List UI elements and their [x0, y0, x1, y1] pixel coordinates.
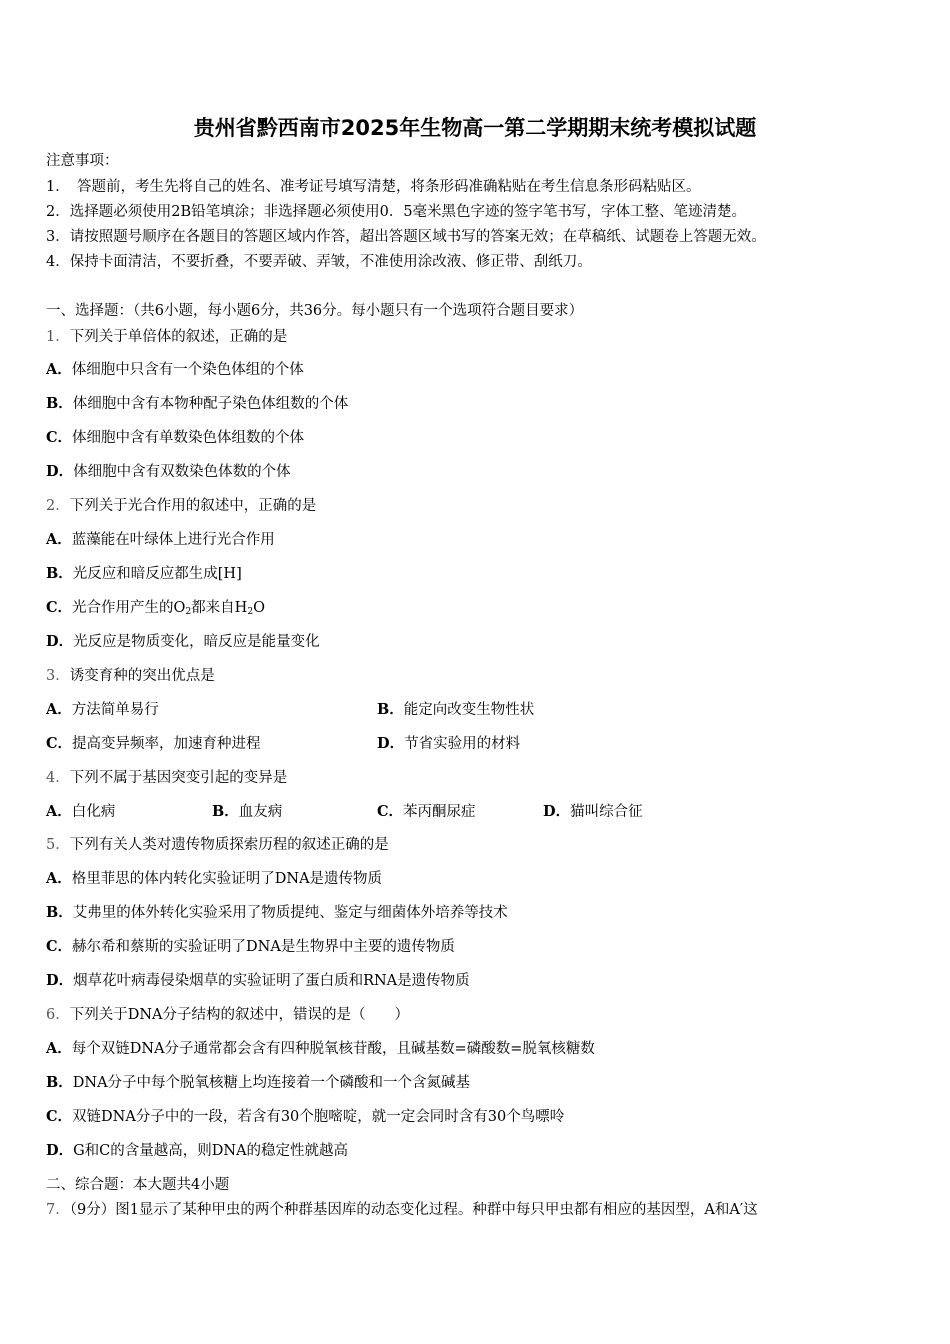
note-item: 3．请按照题号顺序在各题目的答题区域内作答，超出答题区域书写的答案无效；在草稿纸、试题卷上答题无效。	[46, 229, 766, 245]
question-text: 下列关于光合作用的叙述中，正确的是	[69, 498, 317, 514]
option-label: D．	[377, 735, 405, 752]
formula-h: H	[234, 600, 248, 616]
option-text: 光合作用产生的	[72, 600, 174, 616]
option	[46, 938, 455, 956]
option-text: 蓝藻能在叶绿体上进行光合作用	[71, 532, 275, 548]
question-text: 诱变育种的突出优点是	[69, 668, 215, 684]
option-text: DNA分子中每个脱氧核糖上均连接着一个磷酸和一个含氮碱基	[72, 1075, 471, 1091]
note-item: 4．保持卡面清洁，不要折叠，不要弄破、弄皱，不准使用涂改液、修正带、刮纸刀。	[46, 254, 592, 270]
question-text: 下列有关人类对遗传物质探索历程的叙述正确的是	[69, 837, 389, 853]
option-text: 血友病	[238, 804, 283, 820]
question-number: 2．	[46, 498, 70, 514]
option	[46, 1142, 348, 1160]
formula-o: O	[173, 600, 186, 616]
option-text: 光反应和暗反应都生成[H]	[72, 566, 242, 582]
option-label: C．	[46, 938, 73, 955]
option-text: 猫叫综合征	[570, 804, 643, 820]
option-text: 每个双链DNA分子通常都会含有四种脱氧核苷酸，且碱基数=磷酸数=脱氧核糖数	[71, 1041, 595, 1057]
option	[377, 701, 534, 719]
option	[46, 1108, 564, 1126]
option	[377, 735, 520, 753]
option-text: 赫尔希和蔡斯的实验证明了DNA是生物界中主要的遗传物质	[72, 939, 455, 955]
option-text: 双链DNA分子中的一段，若含有30个胞嘧啶，就一定会同时含有30个鸟嘌呤	[72, 1109, 565, 1125]
question-7-stem	[46, 1201, 758, 1219]
option-text: 能定向改变生物性状	[403, 702, 535, 718]
option	[46, 972, 470, 990]
option-label: A．	[46, 531, 72, 548]
formula-o-tail: O	[253, 600, 265, 616]
option-label: B．	[46, 904, 73, 921]
option-text: 节省实验用的材料	[404, 736, 521, 752]
option-label: D．	[543, 803, 571, 820]
question-5-stem	[46, 836, 389, 854]
subscript: 2	[185, 607, 192, 617]
note-item: 2．选择题必须使用2B铅笔填涂；非选择题必须使用0．5毫米黑色字迹的签字笔书写，字体工整、笔迹清楚。	[46, 204, 747, 220]
option-text: 白化病	[71, 804, 116, 820]
question-4-stem	[46, 769, 287, 787]
section-heading: 二、综合题：本大题共4小题	[46, 1177, 230, 1193]
option-text: 体细胞中含有本物种配子染色体组数的个体	[72, 396, 349, 412]
subscript: 2	[247, 607, 254, 617]
option-label: C．	[46, 1108, 73, 1125]
option	[46, 429, 304, 447]
option	[46, 803, 115, 821]
question-number: 1．	[46, 329, 70, 345]
option	[46, 463, 291, 481]
question-number: 5．	[46, 837, 70, 853]
option-label: B．	[46, 395, 73, 412]
question-number: 7．	[46, 1202, 70, 1218]
option-text: 方法简单易行	[71, 702, 159, 718]
question-number: 3．	[46, 668, 70, 684]
page-title: 贵州省黔西南市2025年生物高一第二学期期末统考模拟试题	[193, 116, 757, 140]
option	[46, 361, 304, 379]
option-label: C．	[46, 429, 73, 446]
option-text: 苯丙酮尿症	[403, 804, 476, 820]
notes-heading: 注意事项：	[46, 153, 119, 169]
option	[46, 870, 382, 888]
option	[46, 735, 261, 753]
option	[46, 531, 275, 549]
option-label: C．	[377, 803, 404, 820]
question-number: 6．	[46, 1007, 70, 1023]
question-number: 4．	[46, 770, 70, 786]
option-label: D．	[46, 1142, 74, 1159]
option-label: A．	[46, 361, 72, 378]
option-label: B．	[46, 565, 73, 582]
option-label: C．	[46, 735, 73, 752]
option-text: 烟草花叶病毒侵染烟草的实验证明了蛋白质和RNA是遗传物质	[73, 973, 470, 989]
question-text: 下列不属于基因突变引起的变异是	[69, 770, 288, 786]
option-text: 体细胞中只含有一个染色体组的个体	[71, 362, 304, 378]
option-text: G和C的含量越高，则DNA的稳定性就越高	[73, 1143, 349, 1159]
question-1-stem	[46, 328, 287, 346]
option-text: 体细胞中含有单数染色体组数的个体	[72, 430, 305, 446]
option-label: D．	[46, 633, 74, 650]
option-text: 体细胞中含有双数染色体数的个体	[73, 464, 291, 480]
option	[543, 803, 643, 821]
option	[46, 1074, 470, 1092]
question-text: 下列关于单倍体的叙述，正确的是	[69, 329, 288, 345]
option-label: D．	[46, 972, 74, 989]
option-label: B．	[46, 1074, 73, 1091]
option-label: B．	[377, 701, 404, 718]
option	[46, 904, 508, 922]
option	[46, 701, 159, 719]
option	[46, 565, 242, 583]
option	[46, 1040, 595, 1058]
option	[212, 803, 282, 821]
option-text: 提高变异频率，加速育种进程	[72, 736, 261, 752]
option	[46, 633, 320, 651]
option-text: 光反应是物质变化，暗反应是能量变化	[73, 634, 320, 650]
option-label: D．	[46, 463, 74, 480]
option-text: 格里菲思的体内转化实验证明了DNA是遗传物质	[71, 871, 383, 887]
question-text: （9分）图1显示了某种甲虫的两个种群基因库的动态变化过程。种群中每只甲虫都有相应的基因型，A和A′这	[69, 1202, 758, 1218]
option-label: B．	[212, 803, 239, 820]
question-6-stem	[46, 1006, 409, 1024]
option-label: A．	[46, 870, 72, 887]
note-item: 1． 答题前，考生先将自己的姓名、准考证号填写清楚，将条形码准确粘贴在考生信息条形码粘贴区。	[46, 179, 701, 195]
option-label: C．	[46, 599, 73, 616]
option-text: 都来自	[191, 600, 235, 616]
option	[377, 803, 476, 821]
question-2-stem	[46, 497, 316, 515]
section-heading: 一、选择题：（共6小题，每小题6分，共36分。每小题只有一个选项符合题目要求）	[46, 303, 584, 319]
option-text: 艾弗里的体外转化实验采用了物质提纯、鉴定与细菌体外培养等技术	[72, 905, 508, 921]
option-label: A．	[46, 701, 72, 718]
option	[46, 599, 265, 621]
option	[46, 395, 348, 413]
option-label: A．	[46, 803, 72, 820]
question-3-stem	[46, 667, 215, 685]
question-text: 下列关于DNA分子结构的叙述中，错误的是（ ）	[69, 1007, 410, 1023]
option-label: A．	[46, 1040, 72, 1057]
